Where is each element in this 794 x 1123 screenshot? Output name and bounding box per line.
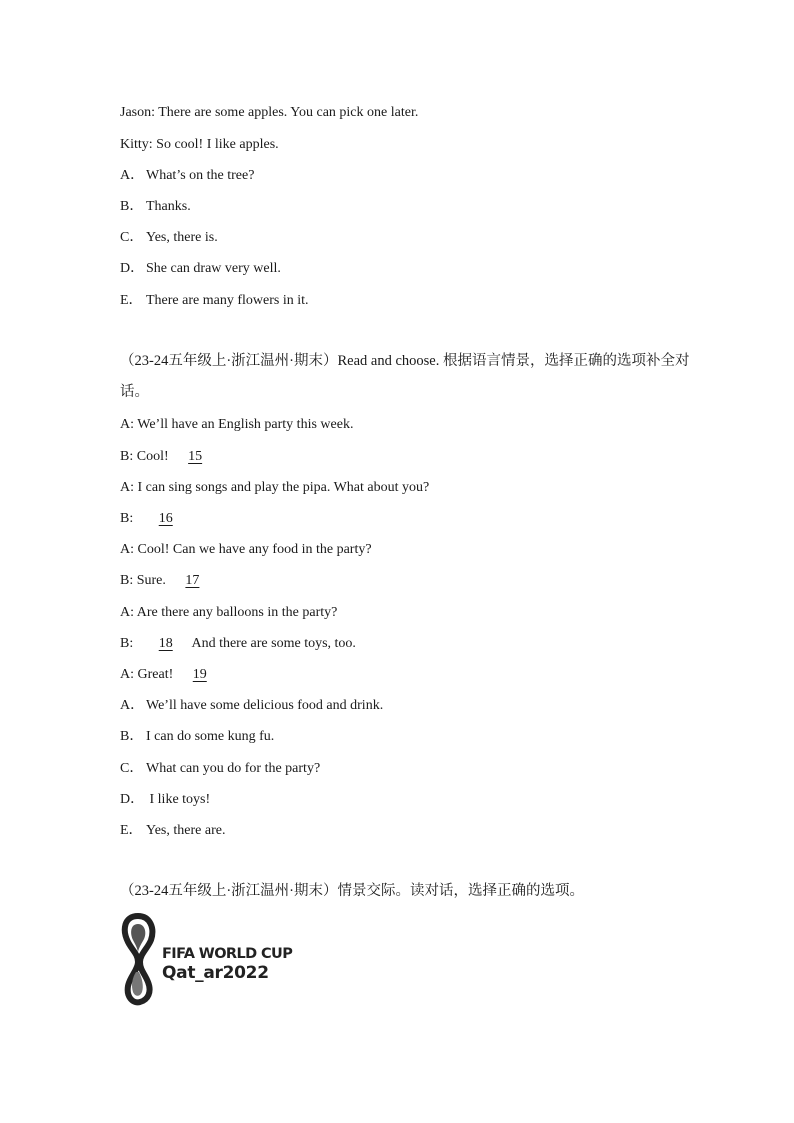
dialogue-line-kitty: Kitty: So cool! I like apples. bbox=[120, 137, 279, 152]
option-letter: E． bbox=[120, 293, 143, 308]
option-text: Yes, there is. bbox=[146, 230, 218, 245]
speaker: A: bbox=[120, 417, 134, 432]
option-a[interactable] bbox=[120, 167, 254, 185]
dialogue-line bbox=[120, 572, 215, 590]
blank-number: 17 bbox=[185, 573, 200, 588]
option-a[interactable] bbox=[120, 697, 383, 715]
option-text: Yes, there are. bbox=[146, 823, 226, 838]
option-letter: E． bbox=[120, 823, 143, 838]
option-c[interactable] bbox=[120, 229, 218, 247]
speaker: A: bbox=[120, 542, 134, 557]
speaker: B: bbox=[120, 449, 134, 464]
dialogue-line bbox=[120, 604, 337, 622]
blank-number: 15 bbox=[188, 449, 203, 464]
dialogue-text: Cool! Can we have any food in the party? bbox=[137, 542, 372, 557]
option-letter: C． bbox=[120, 761, 144, 776]
option-b[interactable] bbox=[120, 198, 191, 216]
dialogue-line bbox=[120, 416, 353, 434]
dialogue-line bbox=[120, 666, 223, 684]
answer-blank[interactable] bbox=[143, 635, 189, 653]
blank-number: 18 bbox=[158, 636, 173, 651]
option-letter: D． bbox=[120, 792, 145, 807]
dialogue-line bbox=[120, 541, 372, 559]
section-heading: （23-24五年级上·浙江温州·期末）Read and choose. 根据语言情景，选择正确的选项补全对话。 bbox=[120, 353, 690, 400]
option-text: There are many flowers in it. bbox=[146, 293, 309, 308]
section-heading: （23-24五年级上·浙江温州·期末）情景交际。读对话，选择正确的选项。 bbox=[120, 883, 584, 899]
option-text: I like toys! bbox=[146, 792, 211, 807]
logo-line-1: FIFA WORLD CUP bbox=[162, 946, 293, 962]
option-c[interactable] bbox=[120, 760, 320, 778]
dialogue-text: I can sing songs and play the pipa. What about you? bbox=[137, 480, 430, 495]
option-letter: D． bbox=[120, 261, 145, 276]
answer-blank[interactable] bbox=[172, 448, 218, 466]
dialogue-text: Are there any balloons in the party? bbox=[136, 605, 338, 620]
option-e[interactable] bbox=[120, 292, 309, 310]
speaker: A: bbox=[120, 667, 134, 682]
option-b[interactable] bbox=[120, 728, 274, 746]
dialogue-line bbox=[120, 510, 189, 528]
option-letter: C． bbox=[120, 230, 144, 245]
option-text: What’s on the tree? bbox=[146, 168, 255, 183]
option-text: She can draw very well. bbox=[146, 261, 281, 276]
logo-line-2: Qat_ar2022 bbox=[162, 963, 269, 983]
blank-number: 19 bbox=[192, 667, 207, 682]
option-text: What can you do for the party? bbox=[146, 761, 321, 776]
option-e[interactable] bbox=[120, 822, 225, 840]
option-d[interactable] bbox=[120, 791, 210, 809]
dialogue-text: We’ll have an English party this week. bbox=[137, 417, 354, 432]
speaker: A: bbox=[120, 480, 134, 495]
fifa-world-cup-logo bbox=[118, 912, 293, 1006]
option-letter: A． bbox=[120, 698, 145, 713]
dialogue-text: Great! bbox=[137, 667, 174, 682]
option-letter: B． bbox=[120, 199, 144, 214]
option-text: We’ll have some delicious food and drink. bbox=[146, 698, 384, 713]
option-text: Thanks. bbox=[146, 199, 191, 214]
answer-blank[interactable] bbox=[143, 510, 189, 528]
dialogue-line bbox=[120, 448, 218, 466]
option-letter: A． bbox=[120, 168, 145, 183]
dialogue-text: And there are some toys, too. bbox=[191, 636, 356, 651]
answer-blank[interactable] bbox=[169, 572, 215, 590]
dialogue-text: Sure. bbox=[136, 573, 166, 588]
option-letter: B． bbox=[120, 729, 144, 744]
answer-blank[interactable] bbox=[177, 666, 223, 684]
option-d[interactable] bbox=[120, 260, 281, 278]
dialogue-line bbox=[120, 479, 429, 497]
speaker: B: bbox=[120, 511, 134, 526]
dialogue-text: Cool! bbox=[136, 449, 169, 464]
world-cup-trophy-icon bbox=[118, 912, 158, 1006]
speaker: B: bbox=[120, 573, 134, 588]
dialogue-line-jason: Jason: There are some apples. You can pick one later. bbox=[120, 105, 419, 120]
speaker: B: bbox=[120, 636, 134, 651]
blank-number: 16 bbox=[158, 511, 173, 526]
option-text: I can do some kung fu. bbox=[146, 729, 275, 744]
speaker: A: bbox=[120, 605, 134, 620]
dialogue-line bbox=[120, 635, 356, 653]
